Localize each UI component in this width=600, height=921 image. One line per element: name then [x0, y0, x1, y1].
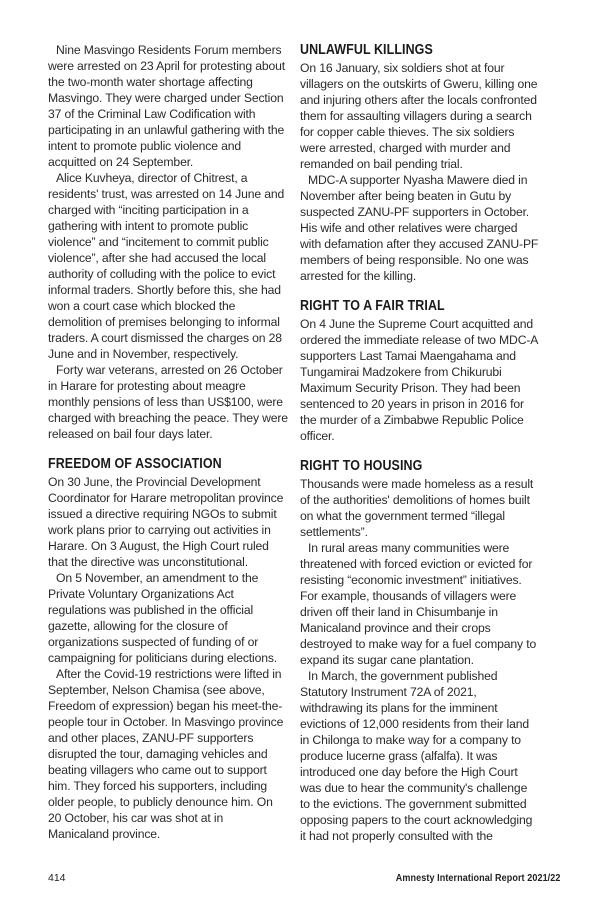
- text-line: in Chilonga to make way for a company to: [300, 733, 521, 747]
- text-line: introduced one day before the High Court: [300, 765, 518, 779]
- text-line: were arrested on 23 April for protesting about: [48, 59, 285, 73]
- text-line: resisting “economic investment” initiatives.: [300, 573, 522, 587]
- text-line: older people, to publicly denounce him. On: [48, 795, 273, 809]
- text-line: 20 October, his car was shot at in: [48, 811, 224, 825]
- text-line: Masvingo. They were charged under Section: [48, 91, 284, 105]
- text-line: officer.: [300, 429, 335, 443]
- text-line: gathering with intent to promote public: [48, 219, 249, 233]
- text-line: of the authorities' demolitions of homes built: [300, 493, 530, 507]
- text-line: His wife and other relatives were charged: [300, 221, 518, 235]
- text-line: Statutory Instrument 72A of 2021,: [300, 685, 477, 699]
- text-line: issued a directive requiring NGOs to submit: [48, 507, 277, 521]
- text-line: regulations was published in the official: [48, 603, 254, 617]
- text-line: withdrawing its plans for the imminent: [300, 701, 498, 715]
- paragraph: [300, 316, 562, 444]
- section-heading-right-to-housing: RIGHT TO HOUSING: [300, 458, 423, 474]
- section-heading-unlawful-killings: UNLAWFUL KILLINGS: [300, 42, 433, 58]
- text-line: Manicaland province.: [48, 827, 161, 841]
- text-line: and other places, ZANU-PF supporters: [48, 731, 254, 745]
- text-line: were arrested, charged with murder and: [300, 141, 511, 155]
- text-line: villagers on the outskirts of Gweru, killing one: [300, 77, 538, 91]
- text-line: November after being beaten in Gutu by: [300, 189, 512, 203]
- text-line: expand its sugar cane plantation.: [300, 653, 474, 667]
- paragraph: [48, 570, 288, 666]
- text-line: the two-month water shortage affecting: [48, 75, 253, 89]
- text-line: settlements”.: [300, 525, 368, 539]
- text-line: to the evictions. The government submitted: [300, 797, 527, 811]
- paragraph: [48, 170, 288, 362]
- section-heading-right-to-fair-trial: RIGHT TO A FAIR TRIAL: [300, 298, 445, 314]
- text-line: evictions of 12,000 residents from their land: [300, 717, 530, 731]
- text-line: produce lucerne grass (alfalfa). It was: [300, 749, 498, 763]
- text-line: that the directive was unconstitutional.: [48, 555, 248, 569]
- text-line: disrupted the tour, damaging vehicles and: [48, 747, 268, 761]
- text-line: supporters Last Tamai Maengahama and: [300, 349, 516, 363]
- text-line: Private Voluntary Organizations Act: [48, 587, 234, 601]
- text-line: in Harare for protesting about meagre: [48, 379, 246, 393]
- text-line: charged with “inciting participation in a: [48, 203, 249, 217]
- text-line: destroyed to make way for a fuel company to: [300, 637, 537, 651]
- text-line: Tungamirai Madzokere from Chikurubi: [300, 365, 502, 379]
- text-line: On 30 June, the Provincial Development: [48, 475, 261, 489]
- text-line: Harare. On 3 August, the High Court ruled: [48, 539, 269, 553]
- text-line: In rural areas many communities were: [308, 541, 510, 555]
- paragraph: [48, 474, 288, 570]
- text-line: them for assaulting villagers during a search: [300, 109, 532, 123]
- text-line: with defamation after they accused ZANU-PF: [300, 237, 539, 251]
- text-line: On 5 November, an amendment to the: [56, 571, 259, 585]
- text-line: him. They forced his supporters, including: [48, 779, 268, 793]
- text-line: organizations suspected of funding of or: [48, 635, 259, 649]
- text-line: September, Nelson Chamisa (see above,: [48, 683, 265, 697]
- text-line: demolition of premises belonging to informal: [48, 315, 280, 329]
- text-line: the murder of a Zimbabwe Republic Police: [300, 413, 524, 427]
- text-line: 37 of the Criminal Law Codification with: [48, 107, 256, 121]
- text-line: MDC-A supporter Nyasha Mawere died in: [308, 173, 528, 187]
- text-line: June and in November, respectively.: [48, 347, 239, 361]
- paragraph: [300, 476, 562, 540]
- text-line: campaigning for politicians during elections.: [48, 651, 278, 665]
- text-line: people tour in October. In Masvingo province: [48, 715, 284, 729]
- text-line: residents' trust, was arrested on 14 June and: [48, 187, 285, 201]
- section-heading-freedom-of-association: FREEDOM OF ASSOCIATION: [48, 456, 222, 472]
- text-line: arrested for the killing.: [300, 269, 417, 283]
- text-line: and injuring others after the locals confronted: [300, 93, 537, 107]
- text-line: acquitted on 24 September.: [48, 155, 194, 169]
- text-line: traders. A court dismissed the charges on 28: [48, 331, 282, 345]
- right-column: [300, 42, 562, 844]
- text-line: Maximum Security Prison. They had been: [300, 381, 521, 395]
- text-line: For example, thousands of villagers were: [300, 589, 517, 603]
- text-line: on what the government termed “illegal: [300, 509, 505, 523]
- text-line: driven off their land in Chisumbanje in: [300, 605, 498, 619]
- text-line: Nine Masvingo Residents Forum members: [56, 43, 282, 57]
- page-number: 414: [48, 872, 66, 884]
- text-line: authority of colluding with the police to evict: [48, 267, 276, 281]
- paragraph: [48, 42, 288, 170]
- text-line: for copper cable thieves. The six soldiers: [300, 125, 515, 139]
- text-line: remanded on bail pending trial.: [300, 157, 463, 171]
- text-line: violence” and “incitement to commit public: [48, 235, 269, 249]
- paragraph: [300, 172, 562, 284]
- text-line: beating villagers who came out to support: [48, 763, 267, 777]
- text-line: monthly pensions of less than US$100, were: [48, 395, 283, 409]
- text-line: On 16 January, six soldiers shot at four: [300, 61, 505, 75]
- text-line: Freedom of expression) began his meet-the-: [48, 699, 283, 713]
- text-line: Manicaland province and their crops: [300, 621, 491, 635]
- text-line: informal traders. Shortly before this, she had: [48, 283, 281, 297]
- text-line: After the Covid-19 restrictions were lifted in: [56, 667, 282, 681]
- text-line: work plans prior to carrying out activities in: [48, 523, 271, 537]
- text-line: members of being responsible. No one was: [300, 253, 529, 267]
- text-line: Alice Kuvheya, director of Chitrest, a: [56, 171, 248, 185]
- text-line: Forty war veterans, arrested on 26 October: [56, 363, 283, 377]
- text-line: opposing papers to the court acknowledging: [300, 813, 533, 827]
- paragraph: [300, 540, 562, 668]
- text-line: In March, the government published: [308, 669, 498, 683]
- text-line: Coordinator for Harare metropolitan province: [48, 491, 284, 505]
- text-line: charged with breaching the peace. They were: [48, 411, 288, 425]
- text-line: violence”, after she had accused the local: [48, 251, 266, 265]
- text-line: Thousands were made homeless as a result: [300, 477, 534, 491]
- text-line: ordered the immediate release of two MDC-A: [300, 333, 539, 347]
- text-line: On 4 June the Supreme Court acquitted and: [300, 317, 534, 331]
- text-line: suspected ZANU-PF supporters in October.: [300, 205, 530, 219]
- text-line: was due to hear the community's challenge: [300, 781, 528, 795]
- paragraph: [300, 60, 562, 172]
- text-line: gazette, allowing for the closure of: [48, 619, 228, 633]
- text-line: participating in an unlawful gathering with the: [48, 123, 285, 137]
- text-line: it had not properly consulted with the: [300, 829, 493, 843]
- text-line: intent to promote public violence and: [48, 139, 241, 153]
- publication-title: Amnesty International Report 2021/22: [395, 872, 560, 884]
- text-line: won a court case which blocked the: [48, 299, 236, 313]
- paragraph: [48, 666, 288, 842]
- paragraph: [300, 668, 562, 844]
- text-line: threatened with forced eviction or evicted for: [300, 557, 533, 571]
- text-line: sentenced to 20 years in prison in 2016 for: [300, 397, 524, 411]
- paragraph: [48, 362, 288, 442]
- left-column: [48, 42, 288, 842]
- text-line: released on bail four days later.: [48, 427, 213, 441]
